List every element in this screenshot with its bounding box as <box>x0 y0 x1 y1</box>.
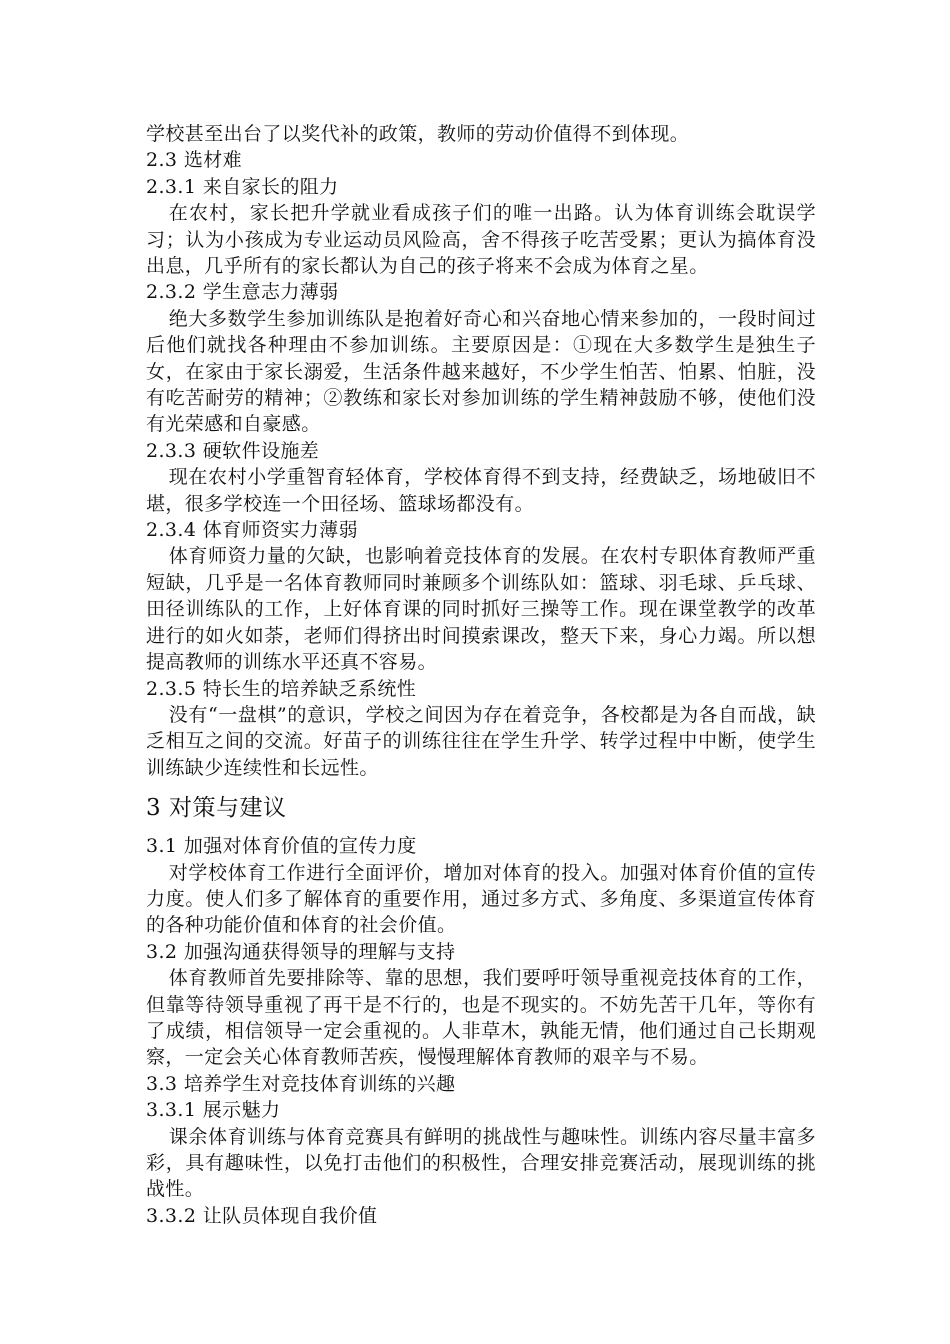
section-3-3-heading: 3.3 培养学生对竞技体育训练的兴趣 <box>146 1072 456 1095</box>
section-3-1-body: 对学校体育工作进行全面评价，增加对体育的投入。加强对体育价值的宣传力度。使人们多了解体育的重要作用，通过多方式、多角度、多渠道宣传体育的各种功能价值和体育的社会价值。 <box>146 861 816 937</box>
section-3-2-heading: 3.2 加强沟通获得领导的理解与支持 <box>146 940 456 963</box>
section-2-3-1-body: 在农村，家长把升学就业看成孩子们的唯一出路。认为体育训练会耽误学习；认为小孩成为专业运动员风险高，舍不得孩子吃苦受累；更认为搞体育没出息，几乎所有的家长都认为自己的孩子将来不会成为体育之星。 <box>146 202 816 278</box>
section-2-3-2-heading: 2.3.2 学生意志力薄弱 <box>146 281 339 304</box>
section-2-3-3-heading: 2.3.3 硬软件设施差 <box>146 439 320 462</box>
section-3-3-1-heading: 3.3.1 展示魅力 <box>146 1099 281 1122</box>
section-3-heading: 3 对策与建议 <box>146 795 287 822</box>
section-3-3-1-body: 课余体育训练与体育竞赛具有鲜明的挑战性与趣味性。训练内容尽量丰富多彩，具有趣味性，以免打击他们的积极性，合理安排竞赛活动，展现训练的挑战性。 <box>146 1125 816 1201</box>
section-2-3-4-body: 体育师资力量的欠缺，也影响着竞技体育的发展。在农村专职体育教师严重短缺，几乎是一名体育教师同时兼顾多个训练队如：篮球、羽毛球、乒乓球、田径训练队的工作，上好体育课的同时抓好三操等工作。现在课堂教学的改革进行的如火如荼，老师们得挤出时间摸索课改，整天下来，身心力竭。所以想提高教师的训练水平还真不容易。 <box>146 545 816 674</box>
section-3-2-body: 体育教师首先要排除等、靠的思想，我们要呼吁领导重视竞技体育的工作，但靠等待领导重视了再干是不行的，也是不现实的。不妨先苦干几年，等你有了成绩，相信领导一定会重视的。人非草木，孰能无情，他们通过自己长期观察，一定会关心体育教师苦疾，慢慢理解体育教师的艰辛与不易。 <box>146 967 816 1069</box>
section-2-3-4-heading: 2.3.4 体育师资实力薄弱 <box>146 519 358 542</box>
section-2-3-2-body: 绝大多数学生参加训练队是抱着好奇心和兴奋地心情来参加的，一段时间过后他们就找各种理由不参加训练。主要原因是：①现在大多数学生是独生子女，在家由于家长溺爱，生活条件越来越好，不少学生怕苦、怕累、怕脏，没有吃苦耐劳的精神；②教练和家长对参加训练的学生精神鼓励不够，使他们没有光荣感和自豪感。 <box>146 307 816 436</box>
section-2-3-1-heading: 2.3.1 来自家长的阻力 <box>146 175 339 198</box>
section-3-3-2-heading: 3.3.2 让队员体现自我价值 <box>146 1204 378 1227</box>
lead-text: 学校甚至出台了以奖代补的政策，教师的劳动价值得不到体现。 <box>146 123 690 145</box>
section-2-3-5-heading: 2.3.5 特长生的培养缺乏系统性 <box>146 677 417 700</box>
section-2-3-5-body: 没有“一盘棋”的意识，学校之间因为存在着竞争，各校都是为各自而战，缺乏相互之间的交流。好苗子的训练往往在学生升学、转学过程中中断，使学生训练缺少连续性和长远性。 <box>146 703 816 779</box>
document-page <box>146 121 816 1229</box>
section-2-3-heading: 2.3 选材难 <box>146 149 243 172</box>
section-3-1-heading: 3.1 加强对体育价值的宣传力度 <box>146 835 417 858</box>
section-2-3-3-body: 现在农村小学重智育轻体育，学校体育得不到支持，经费缺乏，场地破旧不堪，很多学校连一个田径场、篮球场都没有。 <box>146 466 816 515</box>
